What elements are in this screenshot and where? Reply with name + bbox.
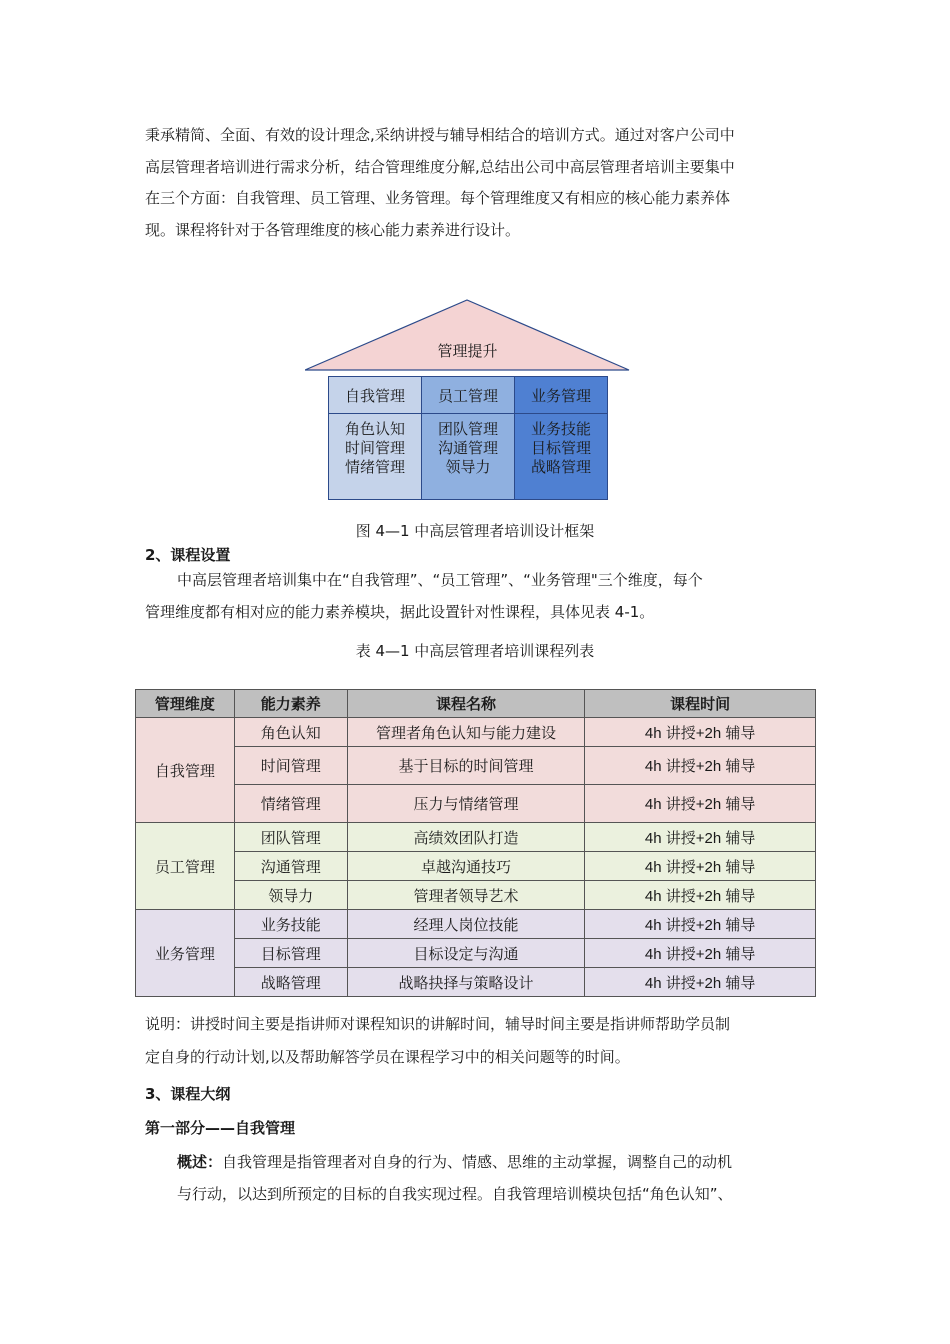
column-head: 自我管理 [329,377,421,414]
table-row [136,852,816,881]
dimension-cell: 自我管理 [136,718,235,823]
overview-label: 概述： [177,1153,223,1171]
column-item: 领导力 [445,458,491,476]
course-cell: 经理人岗位技能 [347,910,585,939]
course-cell: 战略抉择与策略设计 [347,968,585,997]
course-cell: 卓越沟通技巧 [347,852,585,881]
overview-line: 与行动，以达到所预定的目标的自我实现过程。自我管理培训模块包括“角色认知”、 [177,1185,733,1203]
table-row [136,968,816,997]
course-cell: 高绩效团队打造 [347,823,585,852]
time-cell: 4h 讲授+2h 辅导 [585,823,816,852]
roof-label: 管理提升 [437,342,498,360]
table-caption: 表 4—1 中高层管理者培训课程列表 [355,642,595,660]
dimension-cell: 员工管理 [136,823,235,910]
time-cell: 4h 讲授+2h 辅导 [585,718,816,747]
time-cell: 4h 讲授+2h 辅导 [585,852,816,881]
intro-line: 秉承精简、全面、有效的设计理念,采纳讲授与辅导相结合的培训方式。通过对客户公司中 [145,126,735,144]
column-item: 沟通管理 [437,439,498,457]
figure-caption: 图 4—1 中高层管理者培训设计框架 [355,522,595,540]
column-item: 时间管理 [344,439,405,457]
skill-cell: 角色认知 [234,718,347,747]
column-body [329,414,421,499]
overview-text: 自我管理是指管理者对自身的行为、情感、思维的主动掌握，调整自己的动机 [222,1153,733,1171]
skill-cell: 战略管理 [234,968,347,997]
column-item: 目标管理 [530,439,591,457]
time-cell: 4h 讲授+2h 辅导 [585,747,816,785]
skill-cell: 情绪管理 [234,785,347,823]
course-cell: 管理者角色认知与能力建设 [347,718,585,747]
table-header-row [136,690,816,718]
column-item: 业务技能 [530,420,591,438]
dimension-cell: 业务管理 [136,910,235,997]
intro-paragraph [145,120,810,246]
skill-cell: 时间管理 [234,747,347,785]
section2-paragraph [177,565,817,597]
header-time: 课程时间 [585,690,816,718]
note-paragraph [145,1008,810,1074]
section3-heading: 3、课程大纲 [145,1085,231,1103]
table-row [136,785,816,823]
column-item: 战略管理 [530,458,591,476]
header-dimension: 管理维度 [136,690,235,718]
header-skill: 能力素养 [234,690,347,718]
note-line: 定自身的行动计划,以及帮助解答学员在课程学习中的相关问题等的时间。 [145,1048,630,1066]
column-item: 情绪管理 [344,458,405,476]
skill-cell: 目标管理 [234,939,347,968]
skill-cell: 领导力 [234,881,347,910]
overview-paragraph [177,1146,817,1210]
note-line: 说明：讲授时间主要是指讲师对课程知识的讲解时间，辅导时间主要是指讲师帮助学员制 [145,1015,731,1033]
table-row [136,823,816,852]
diagram-column-staff [422,377,515,499]
header-course: 课程名称 [347,690,585,718]
course-cell: 压力与情绪管理 [347,785,585,823]
section2-heading: 2、课程设置 [145,546,231,564]
skill-cell: 团队管理 [234,823,347,852]
intro-line: 在三个方面：自我管理、员工管理、业务管理。每个管理维度又有相应的核心能力素养体 [145,189,731,207]
time-cell: 4h 讲授+2h 辅导 [585,910,816,939]
section2-line: 中高层管理者培训集中在“自我管理”、“员工管理”、“业务管理"三个维度，每个 [177,571,703,589]
column-body [422,414,514,499]
table-row [136,747,816,785]
time-cell: 4h 讲授+2h 辅导 [585,881,816,910]
table-row [136,881,816,910]
time-cell: 4h 讲授+2h 辅导 [585,785,816,823]
diagram-house [328,376,608,500]
column-body [515,414,607,499]
section2-paragraph-cont [145,597,810,629]
course-table [135,689,816,997]
column-head: 员工管理 [422,377,514,414]
course-cell: 目标设定与沟通 [347,939,585,968]
column-item: 团队管理 [437,420,498,438]
intro-line: 现。课程将针对于各管理维度的核心能力素养进行设计。 [145,220,521,239]
time-cell: 4h 讲授+2h 辅导 [585,939,816,968]
overview-line [177,1146,817,1178]
section2-line: 管理维度都有相对应的能力素养模块，据此设置针对性课程，具体见表 4-1。 [145,603,655,621]
column-head: 业务管理 [515,377,607,414]
intro-line: 高层管理者培训进行需求分析，结合管理维度分解,总结出公司中高层管理者培训主要集中 [145,157,735,176]
course-cell: 基于目标的时间管理 [347,747,585,785]
skill-cell: 业务技能 [234,910,347,939]
column-item: 角色认知 [344,420,405,438]
table-row [136,910,816,939]
diagram-column-business [515,377,607,499]
table-row [136,718,816,747]
part-heading: 第一部分——自我管理 [145,1119,296,1137]
time-cell: 4h 讲授+2h 辅导 [585,968,816,997]
course-cell: 管理者领导艺术 [347,881,585,910]
diagram-column-self [329,377,422,499]
skill-cell: 沟通管理 [234,852,347,881]
table-row [136,939,816,968]
